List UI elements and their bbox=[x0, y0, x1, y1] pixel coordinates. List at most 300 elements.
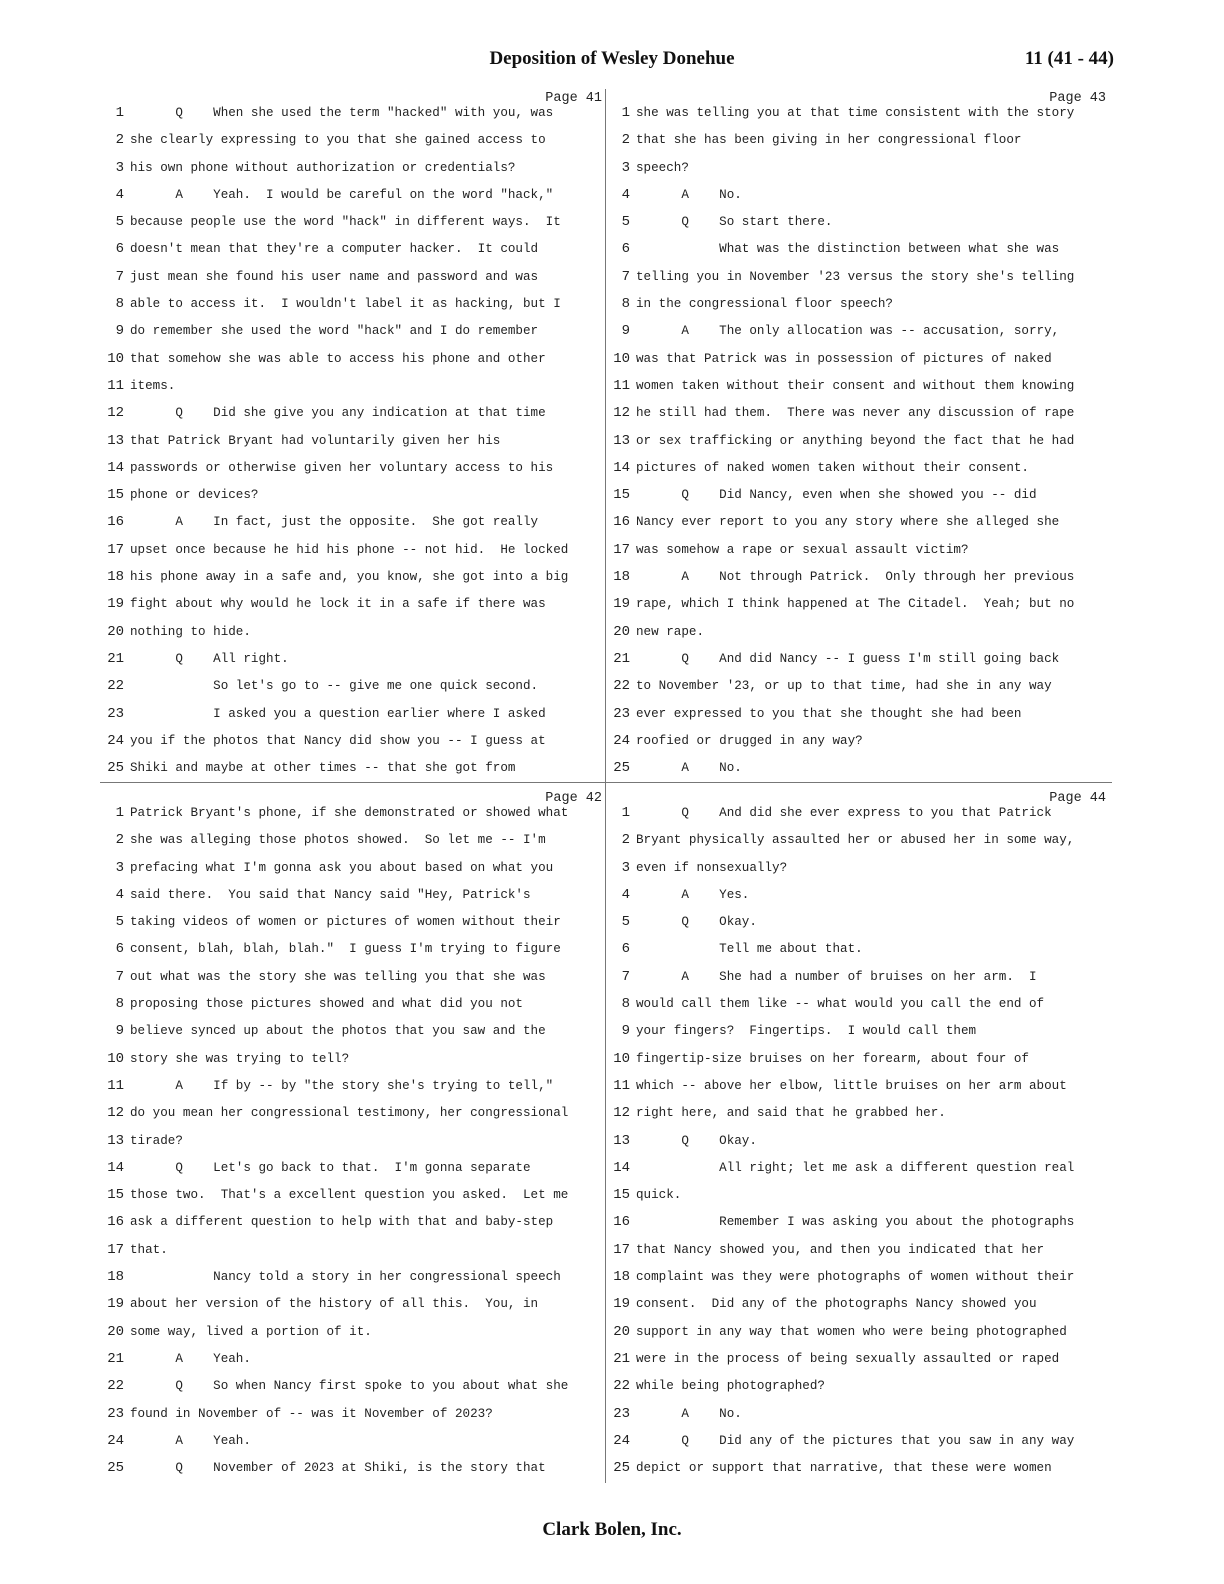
page-number-label: Page 43 bbox=[1049, 91, 1106, 106]
line-number: 6 bbox=[621, 241, 630, 258]
transcript-line bbox=[606, 673, 1112, 700]
line-number: 19 bbox=[613, 596, 630, 613]
line-text: she clearly expressing to you that she gained access to bbox=[130, 133, 546, 148]
line-number: 4 bbox=[621, 186, 630, 203]
line-number: 23 bbox=[613, 705, 630, 722]
line-text: Patrick Bryant's phone, if she demonstrated or showed what bbox=[130, 806, 569, 820]
page-number-label: Page 41 bbox=[545, 91, 602, 106]
line-number: 24 bbox=[613, 732, 630, 749]
line-number: 15 bbox=[107, 487, 124, 504]
line-text: depict or support that narrative, that these were women bbox=[636, 1461, 1052, 1476]
transcript-line bbox=[606, 1319, 1112, 1346]
line-number: 1 bbox=[621, 105, 630, 121]
line-number: 17 bbox=[107, 541, 124, 558]
line-number: 17 bbox=[613, 541, 630, 558]
transcript-line bbox=[100, 701, 606, 728]
transcript-line bbox=[100, 1428, 606, 1455]
line-number: 21 bbox=[107, 650, 124, 667]
transcript-line bbox=[606, 1428, 1112, 1455]
line-number: 8 bbox=[621, 296, 630, 313]
line-number: 2 bbox=[621, 832, 630, 849]
line-number: 25 bbox=[107, 1460, 124, 1477]
transcript-line bbox=[100, 619, 606, 646]
line-text: Q Did Nancy, even when she showed you -- did bbox=[636, 488, 1037, 503]
line-text: Tell me about that. bbox=[636, 942, 863, 957]
line-text: Q Okay. bbox=[636, 1133, 757, 1148]
line-text: she was telling you at that time consistent with the story bbox=[636, 106, 1075, 120]
transcript-line bbox=[100, 155, 606, 182]
line-number: 14 bbox=[613, 459, 630, 476]
line-number: 20 bbox=[613, 1323, 630, 1340]
line-number: 3 bbox=[115, 159, 124, 176]
line-text: A No. bbox=[636, 187, 742, 202]
line-text: fingertip-size bruises on her forearm, about four of bbox=[636, 1051, 1029, 1066]
transcript-line bbox=[100, 673, 606, 700]
transcript-grid bbox=[100, 89, 1112, 1483]
transcript-line bbox=[606, 701, 1112, 728]
line-number: 18 bbox=[613, 1269, 630, 1286]
transcript-line bbox=[100, 1073, 606, 1100]
line-number: 23 bbox=[613, 1405, 630, 1422]
line-number: 4 bbox=[621, 886, 630, 903]
transcript-line bbox=[100, 755, 606, 782]
transcript-line bbox=[606, 755, 1112, 782]
line-number: 24 bbox=[107, 1432, 124, 1449]
line-text: A Yeah. bbox=[130, 1433, 251, 1448]
transcript-line bbox=[100, 455, 606, 482]
line-number: 13 bbox=[613, 432, 630, 449]
transcript-line bbox=[606, 619, 1112, 646]
line-text: was that Patrick was in possession of pictures of naked bbox=[636, 351, 1052, 366]
line-number: 12 bbox=[613, 405, 630, 422]
line-text: Q Okay. bbox=[636, 915, 757, 930]
line-text: phone or devices? bbox=[130, 488, 259, 503]
line-number: 5 bbox=[115, 214, 124, 231]
line-number: 8 bbox=[115, 296, 124, 313]
line-text: items. bbox=[130, 378, 176, 393]
line-text: I asked you a question earlier where I asked bbox=[130, 706, 546, 721]
transcript-line bbox=[606, 1155, 1112, 1182]
transcript-line bbox=[100, 537, 606, 564]
transcript-line bbox=[100, 127, 606, 154]
line-text: you if the photos that Nancy did show you -- I guess at bbox=[130, 733, 546, 748]
line-text: out what was the story she was telling you that she was bbox=[130, 969, 546, 984]
transcript-line bbox=[100, 373, 606, 400]
line-text: proposing those pictures showed and what did you not bbox=[130, 997, 523, 1012]
line-text: right here, and said that he grabbed her. bbox=[636, 1106, 946, 1121]
line-text: taking videos of women or pictures of women without their bbox=[130, 915, 561, 930]
transcript-line bbox=[100, 1373, 606, 1400]
line-text: A Yes. bbox=[636, 887, 750, 902]
line-text: Q Did any of the pictures that you saw in any way bbox=[636, 1433, 1075, 1448]
line-number: 17 bbox=[107, 1241, 124, 1258]
line-number: 1 bbox=[621, 805, 630, 821]
transcript-line bbox=[606, 182, 1112, 209]
transcript-line bbox=[606, 291, 1112, 318]
line-number: 7 bbox=[621, 268, 630, 285]
transcript-line bbox=[606, 1128, 1112, 1155]
line-text: A If by -- by "the story she's trying to tell," bbox=[130, 1078, 554, 1093]
line-number: 23 bbox=[107, 1405, 124, 1422]
page-range: 11 (41 - 44) bbox=[1024, 48, 1114, 69]
line-number: 9 bbox=[115, 1023, 124, 1040]
line-text: A In fact, just the opposite. She got really bbox=[130, 515, 539, 530]
line-number: 1 bbox=[115, 105, 124, 121]
line-text: Nancy ever report to you any story where she alleged she bbox=[636, 515, 1060, 530]
line-number: 1 bbox=[115, 805, 124, 821]
transcript-line bbox=[606, 1073, 1112, 1100]
line-text: passwords or otherwise given her voluntary access to his bbox=[130, 460, 554, 475]
line-text: nothing to hide. bbox=[130, 624, 251, 639]
transcript-line bbox=[606, 1455, 1112, 1482]
transcript-line bbox=[100, 564, 606, 591]
transcript-line bbox=[606, 236, 1112, 263]
transcript-line bbox=[606, 1100, 1112, 1127]
line-number: 24 bbox=[613, 1432, 630, 1449]
transcript-line bbox=[606, 400, 1112, 427]
transcript-line bbox=[606, 373, 1112, 400]
transcript-line bbox=[100, 236, 606, 263]
line-number: 11 bbox=[107, 1077, 124, 1094]
line-number: 10 bbox=[613, 350, 630, 367]
line-number: 4 bbox=[115, 886, 124, 903]
transcript-line bbox=[606, 1018, 1112, 1045]
line-text: Q And did Nancy -- I guess I'm still going back bbox=[636, 651, 1060, 666]
line-number: 6 bbox=[621, 941, 630, 958]
transcript-line bbox=[100, 1455, 606, 1482]
transcript-page bbox=[606, 89, 1112, 779]
line-number: 22 bbox=[613, 1378, 630, 1395]
line-text: A The only allocation was -- accusation, sorry, bbox=[636, 324, 1060, 339]
line-number: 22 bbox=[107, 1378, 124, 1395]
transcript-line bbox=[100, 991, 606, 1018]
line-text: that she has been giving in her congressional floor bbox=[636, 133, 1022, 148]
line-text: Nancy told a story in her congressional speech bbox=[130, 1270, 561, 1285]
line-text: able to access it. I wouldn't label it as hacking, but I bbox=[130, 297, 561, 312]
transcript-line bbox=[606, 209, 1112, 236]
transcript-line bbox=[606, 127, 1112, 154]
transcript-line bbox=[100, 428, 606, 455]
transcript-line bbox=[606, 1373, 1112, 1400]
transcript-line bbox=[100, 646, 606, 673]
transcript-line bbox=[100, 882, 606, 909]
transcript-line bbox=[100, 800, 606, 827]
transcript-line bbox=[606, 100, 1112, 127]
line-text: ever expressed to you that she thought she had been bbox=[636, 706, 1022, 721]
line-text: that somehow she was able to access his phone and other bbox=[130, 351, 546, 366]
line-text: Q All right. bbox=[130, 651, 289, 666]
line-text: some way, lived a portion of it. bbox=[130, 1324, 372, 1339]
transcript-line bbox=[606, 964, 1112, 991]
line-number: 20 bbox=[107, 1323, 124, 1340]
line-number: 2 bbox=[621, 132, 630, 149]
line-number: 3 bbox=[115, 859, 124, 876]
line-number: 6 bbox=[115, 941, 124, 958]
line-text: Bryant physically assaulted her or abused her in some way, bbox=[636, 833, 1075, 848]
line-text: was somehow a rape or sexual assault victim? bbox=[636, 542, 969, 557]
transcript-line bbox=[606, 482, 1112, 509]
transcript-line bbox=[100, 1155, 606, 1182]
line-number: 14 bbox=[107, 1159, 124, 1176]
line-number: 5 bbox=[115, 914, 124, 931]
line-text: were in the process of being sexually assaulted or raped bbox=[636, 1351, 1060, 1366]
transcript-line bbox=[606, 909, 1112, 936]
line-text: tirade? bbox=[130, 1133, 183, 1148]
line-number: 20 bbox=[107, 623, 124, 640]
line-number: 8 bbox=[115, 996, 124, 1013]
line-number: 15 bbox=[613, 487, 630, 504]
line-number: 12 bbox=[613, 1105, 630, 1122]
line-text: Q So when Nancy first spoke to you about what she bbox=[130, 1379, 569, 1394]
line-number: 7 bbox=[115, 268, 124, 285]
line-number: 9 bbox=[115, 323, 124, 340]
line-text: consent, blah, blah, blah." I guess I'm trying to figure bbox=[130, 942, 561, 957]
line-text: Q November of 2023 at Shiki, is the story that bbox=[130, 1461, 546, 1476]
transcript-line bbox=[100, 909, 606, 936]
line-number: 16 bbox=[613, 514, 630, 531]
line-text: pictures of naked women taken without their consent. bbox=[636, 460, 1029, 475]
line-text: story she was trying to tell? bbox=[130, 1051, 350, 1066]
line-number: 21 bbox=[613, 1350, 630, 1367]
line-text: that. bbox=[130, 1242, 168, 1257]
line-number: 16 bbox=[107, 514, 124, 531]
line-text: even if nonsexually? bbox=[636, 860, 788, 875]
line-number: 10 bbox=[107, 350, 124, 367]
transcript-line bbox=[606, 1401, 1112, 1428]
line-number: 4 bbox=[115, 186, 124, 203]
transcript-line bbox=[606, 264, 1112, 291]
line-number: 9 bbox=[621, 1023, 630, 1040]
transcript-line bbox=[100, 209, 606, 236]
line-text: upset once because he hid his phone -- not hid. He locked bbox=[130, 542, 569, 557]
line-number: 12 bbox=[107, 1105, 124, 1122]
line-text: Q So start there. bbox=[636, 215, 833, 230]
line-number: 3 bbox=[621, 859, 630, 876]
line-text: prefacing what I'm gonna ask you about based on what you bbox=[130, 860, 554, 875]
line-number: 16 bbox=[107, 1214, 124, 1231]
line-number: 7 bbox=[115, 968, 124, 985]
transcript-line bbox=[100, 1319, 606, 1346]
transcript-line bbox=[606, 591, 1112, 618]
transcript-line bbox=[100, 1046, 606, 1073]
transcript-line bbox=[606, 646, 1112, 673]
transcript-line bbox=[100, 400, 606, 427]
transcript-page bbox=[100, 789, 606, 1479]
line-number: 2 bbox=[115, 132, 124, 149]
transcript-line bbox=[100, 1209, 606, 1236]
transcript-line bbox=[100, 728, 606, 755]
line-number: 11 bbox=[613, 1077, 630, 1094]
transcript-line bbox=[606, 346, 1112, 373]
transcript-line bbox=[606, 1046, 1112, 1073]
line-text: new rape. bbox=[636, 624, 705, 639]
transcript-line bbox=[100, 964, 606, 991]
transcript-line bbox=[100, 1128, 606, 1155]
line-text: his phone away in a safe and, you know, she got into a big bbox=[130, 570, 569, 585]
transcript-line bbox=[100, 1018, 606, 1045]
line-text: Q When she used the term "hacked" with you, was bbox=[130, 106, 554, 120]
line-text: A Not through Patrick. Only through her previous bbox=[636, 570, 1075, 585]
page-number-label: Page 44 bbox=[1049, 791, 1106, 806]
line-text: doesn't mean that they're a computer hacker. It could bbox=[130, 242, 539, 257]
document-title: Deposition of Wesley Donehue bbox=[489, 48, 735, 69]
line-number: 18 bbox=[613, 569, 630, 586]
line-number: 12 bbox=[107, 405, 124, 422]
transcript-line bbox=[100, 591, 606, 618]
transcript-line bbox=[100, 1401, 606, 1428]
page-number-label: Page 42 bbox=[545, 791, 602, 806]
line-text: those two. That's a excellent question you asked. Let me bbox=[130, 1188, 569, 1203]
transcript-lines bbox=[606, 800, 1112, 1482]
line-number: 8 bbox=[621, 996, 630, 1013]
line-text: that Patrick Bryant had voluntarily given her his bbox=[130, 433, 501, 448]
line-text: his own phone without authorization or credentials? bbox=[130, 160, 516, 175]
line-number: 7 bbox=[621, 968, 630, 985]
line-number: 16 bbox=[613, 1214, 630, 1231]
line-text: fight about why would he lock it in a safe if there was bbox=[130, 597, 546, 612]
transcript-line bbox=[100, 1182, 606, 1209]
transcript-line bbox=[606, 855, 1112, 882]
transcript-lines bbox=[100, 100, 606, 782]
line-number: 13 bbox=[107, 1132, 124, 1149]
transcript-line bbox=[100, 182, 606, 209]
line-number: 11 bbox=[613, 377, 630, 394]
line-number: 3 bbox=[621, 159, 630, 176]
line-text: complaint was they were photographs of women without their bbox=[636, 1270, 1075, 1285]
line-text: would call them like -- what would you call the end of bbox=[636, 997, 1045, 1012]
transcript-line bbox=[606, 1264, 1112, 1291]
transcript-line bbox=[100, 936, 606, 963]
line-text: consent. Did any of the photographs Nancy showed you bbox=[636, 1297, 1037, 1312]
transcript-line bbox=[100, 1100, 606, 1127]
transcript-line bbox=[606, 1209, 1112, 1236]
transcript-line bbox=[100, 827, 606, 854]
line-number: 2 bbox=[115, 832, 124, 849]
transcript-line bbox=[606, 1182, 1112, 1209]
line-text: A No. bbox=[636, 1406, 742, 1421]
line-text: just mean she found his user name and password and was bbox=[130, 269, 539, 284]
line-number: 15 bbox=[613, 1187, 630, 1204]
line-text: he still had them. There was never any discussion of rape bbox=[636, 406, 1075, 421]
line-number: 18 bbox=[107, 1269, 124, 1286]
line-number: 5 bbox=[621, 914, 630, 931]
line-number: 25 bbox=[613, 760, 630, 777]
line-number: 5 bbox=[621, 214, 630, 231]
transcript-line bbox=[606, 564, 1112, 591]
line-number: 25 bbox=[107, 760, 124, 777]
transcript-line bbox=[606, 509, 1112, 536]
line-text: or sex trafficking or anything beyond the fact that he had bbox=[636, 433, 1075, 448]
transcript-line bbox=[100, 318, 606, 345]
line-text: Q Let's go back to that. I'm gonna separate bbox=[130, 1160, 531, 1175]
line-text: in the congressional floor speech? bbox=[636, 297, 893, 312]
line-text: speech? bbox=[636, 160, 689, 175]
transcript-line bbox=[100, 100, 606, 127]
line-text: your fingers? Fingertips. I would call them bbox=[636, 1024, 977, 1039]
transcript-line bbox=[100, 509, 606, 536]
transcript-line bbox=[606, 827, 1112, 854]
line-text: A She had a number of bruises on her arm. I bbox=[636, 969, 1037, 984]
line-number: 24 bbox=[107, 732, 124, 749]
line-number: 13 bbox=[613, 1132, 630, 1149]
transcript-lines bbox=[606, 100, 1112, 782]
line-text: Shiki and maybe at other times -- that she got from bbox=[130, 761, 516, 776]
line-number: 22 bbox=[613, 678, 630, 695]
transcript-line bbox=[100, 482, 606, 509]
transcript-page bbox=[100, 89, 606, 779]
line-text: which -- above her elbow, little bruises on her arm about bbox=[636, 1078, 1067, 1093]
transcript-lines bbox=[100, 800, 606, 1482]
transcript-line bbox=[606, 882, 1112, 909]
transcript-line bbox=[606, 1291, 1112, 1318]
line-text: A Yeah. bbox=[130, 1351, 251, 1366]
transcript-page bbox=[606, 789, 1112, 1479]
line-number: 23 bbox=[107, 705, 124, 722]
line-number: 10 bbox=[107, 1050, 124, 1067]
line-number: 21 bbox=[613, 650, 630, 667]
line-number: 19 bbox=[107, 596, 124, 613]
line-number: 20 bbox=[613, 623, 630, 640]
line-text: said there. You said that Nancy said "Hey, Patrick's bbox=[130, 887, 531, 902]
line-number: 18 bbox=[107, 569, 124, 586]
line-number: 14 bbox=[107, 459, 124, 476]
line-text: What was the distinction between what she was bbox=[636, 242, 1060, 257]
line-number: 14 bbox=[613, 1159, 630, 1176]
line-text: found in November of -- was it November of 2023? bbox=[130, 1406, 493, 1421]
line-text: A Yeah. I would be careful on the word "hack," bbox=[130, 187, 554, 202]
line-number: 19 bbox=[613, 1296, 630, 1313]
footer-company: Clark Bolen, Inc. bbox=[542, 1519, 682, 1540]
transcript-line bbox=[100, 1291, 606, 1318]
line-text: she was alleging those photos showed. So let me -- I'm bbox=[130, 833, 546, 848]
transcript-line bbox=[100, 1346, 606, 1373]
line-number: 22 bbox=[107, 678, 124, 695]
line-number: 21 bbox=[107, 1350, 124, 1367]
transcript-line bbox=[100, 264, 606, 291]
line-text: while being photographed? bbox=[636, 1379, 825, 1394]
transcript-line bbox=[606, 1237, 1112, 1264]
line-text: rape, which I think happened at The Citadel. Yeah; but no bbox=[636, 597, 1075, 612]
line-text: A No. bbox=[636, 761, 742, 776]
line-number: 6 bbox=[115, 241, 124, 258]
line-text: So let's go to -- give me one quick second. bbox=[130, 679, 539, 694]
transcript-line bbox=[606, 155, 1112, 182]
line-number: 11 bbox=[107, 377, 124, 394]
transcript-line bbox=[606, 455, 1112, 482]
transcript-line bbox=[606, 1346, 1112, 1373]
transcript-line bbox=[606, 728, 1112, 755]
line-number: 9 bbox=[621, 323, 630, 340]
line-text: Q And did she ever express to you that Patrick bbox=[636, 806, 1052, 820]
line-text: women taken without their consent and without them knowing bbox=[636, 378, 1075, 393]
line-text: roofied or drugged in any way? bbox=[636, 733, 863, 748]
line-text: that Nancy showed you, and then you indicated that her bbox=[636, 1242, 1045, 1257]
line-text: do you mean her congressional testimony, her congressional bbox=[130, 1106, 569, 1121]
transcript-line bbox=[100, 346, 606, 373]
line-text: Q Did she give you any indication at that time bbox=[130, 406, 546, 421]
line-number: 13 bbox=[107, 432, 124, 449]
line-text: do remember she used the word "hack" and I do remember bbox=[130, 324, 539, 339]
transcript-line bbox=[606, 991, 1112, 1018]
line-number: 17 bbox=[613, 1241, 630, 1258]
transcript-line bbox=[100, 855, 606, 882]
line-text: Remember I was asking you about the photographs bbox=[636, 1215, 1075, 1230]
line-text: support in any way that women who were being photographed bbox=[636, 1324, 1067, 1339]
line-number: 15 bbox=[107, 1187, 124, 1204]
line-number: 25 bbox=[613, 1460, 630, 1477]
transcript-line bbox=[606, 936, 1112, 963]
line-number: 19 bbox=[107, 1296, 124, 1313]
